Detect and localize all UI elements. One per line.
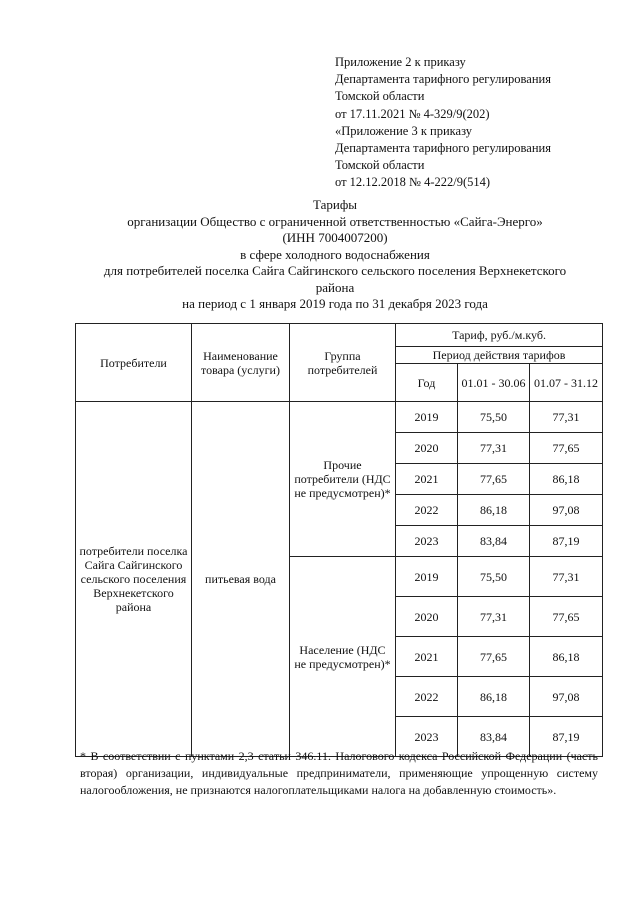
title-line: Тарифы — [312, 197, 357, 212]
tariff-h1-cell: 75,50 — [458, 557, 530, 597]
order-line: от 12.12.2018 № 4-222/9(514) — [335, 175, 491, 190]
tariff-h1-cell: 75,50 — [458, 402, 530, 433]
order-line: от 17.11.2021 № 4-329/9(202) — [335, 106, 490, 121]
tariff-h1-cell: 77,31 — [458, 433, 530, 464]
year-cell: 2021 — [396, 637, 458, 677]
tariff-h2-cell: 77,65 — [530, 433, 603, 464]
tariff-h1-cell: 83,84 — [458, 717, 530, 757]
tariff-h1-cell: 77,65 — [458, 637, 530, 677]
title-line: района — [315, 279, 355, 295]
tariff-h2-cell: 77,31 — [530, 402, 603, 433]
title-line: (ИНН 7004007200) — [282, 230, 388, 245]
year-cell: 2022 — [396, 495, 458, 526]
group-population: Население (НДС не предусмотрен)* — [290, 557, 396, 757]
tariff-h2-cell: 97,08 — [530, 677, 603, 717]
year-cell: 2022 — [396, 677, 458, 717]
document-title — [70, 197, 600, 313]
title-line: организации Общество с ограниченной ответственностью «Сайга-Энерго» — [127, 213, 543, 229]
header-consumers: Потребители — [76, 324, 192, 402]
year-cell: 2019 — [396, 402, 458, 433]
order-line: Приложение 2 к приказу — [335, 55, 466, 69]
tariff-h2-cell: 86,18 — [530, 464, 603, 495]
tariff-table — [75, 323, 603, 757]
header-tariff: Тариф, руб./м.куб. — [396, 324, 603, 347]
tariff-h2-cell: 87,19 — [530, 717, 603, 757]
tariff-h1-cell: 77,31 — [458, 597, 530, 637]
tariff-h2-cell: 87,19 — [530, 526, 603, 557]
tariff-h1-cell: 86,18 — [458, 677, 530, 717]
year-cell: 2020 — [396, 597, 458, 637]
header-product: Наименование товара (услуги) — [192, 324, 290, 402]
order-line: Департамента тарифного регулирования — [335, 72, 551, 87]
order-line: Департамента тарифного регулирования — [335, 141, 551, 156]
tariff-h1-cell: 86,18 — [458, 495, 530, 526]
tariff-h2-cell: 77,31 — [530, 557, 603, 597]
tariff-h1-cell: 83,84 — [458, 526, 530, 557]
tax-footnote: * В соответствии с пунктами 2,3 статьи 346.11. Налогового кодекса Российской Федерации (часть вторая) организации, индивидуальные предприниматели, применяющие упрощенную систему налогообложения, не признаются налогоплательщиками налога на добавленную стоимость». — [80, 749, 598, 797]
tariff-h2-cell: 77,65 — [530, 597, 603, 637]
tariff-h2-cell: 97,08 — [530, 495, 603, 526]
header-half1: 01.01 - 30.06 — [458, 364, 530, 402]
year-cell: 2021 — [396, 464, 458, 495]
order-reference-block — [335, 54, 625, 192]
title-line: на период с 1 января 2019 года по 31 декабря 2023 года — [182, 296, 488, 311]
year-cell: 2023 — [396, 526, 458, 557]
tariff-h2-cell: 86,18 — [530, 637, 603, 677]
group-other-consumers: Прочие потребители (НДС не предусмотрен)* — [290, 402, 396, 557]
header-period: Период действия тарифов — [396, 347, 603, 364]
title-line: для потребителей поселка Сайга Сайгинского сельского поселения Верхнекетского — [103, 263, 567, 278]
year-cell: 2019 — [396, 557, 458, 597]
order-line: «Приложение 3 к приказу — [335, 123, 473, 138]
header-group: Группа потребителей — [290, 324, 396, 402]
consumer-cell: потребители поселка Сайга Сайгинского сельского поселения Верхнекетского района — [76, 402, 192, 757]
product-cell: питьевая вода — [192, 402, 290, 757]
header-year: Год — [396, 364, 458, 402]
order-line: Томской области — [335, 158, 425, 173]
header-half2: 01.07 - 31.12 — [530, 364, 603, 402]
year-cell: 2020 — [396, 433, 458, 464]
order-line: Томской области — [335, 89, 425, 104]
tariff-h1-cell: 77,65 — [458, 464, 530, 495]
year-cell: 2023 — [396, 717, 458, 757]
title-line: в сфере холодного водоснабжения — [240, 246, 430, 262]
